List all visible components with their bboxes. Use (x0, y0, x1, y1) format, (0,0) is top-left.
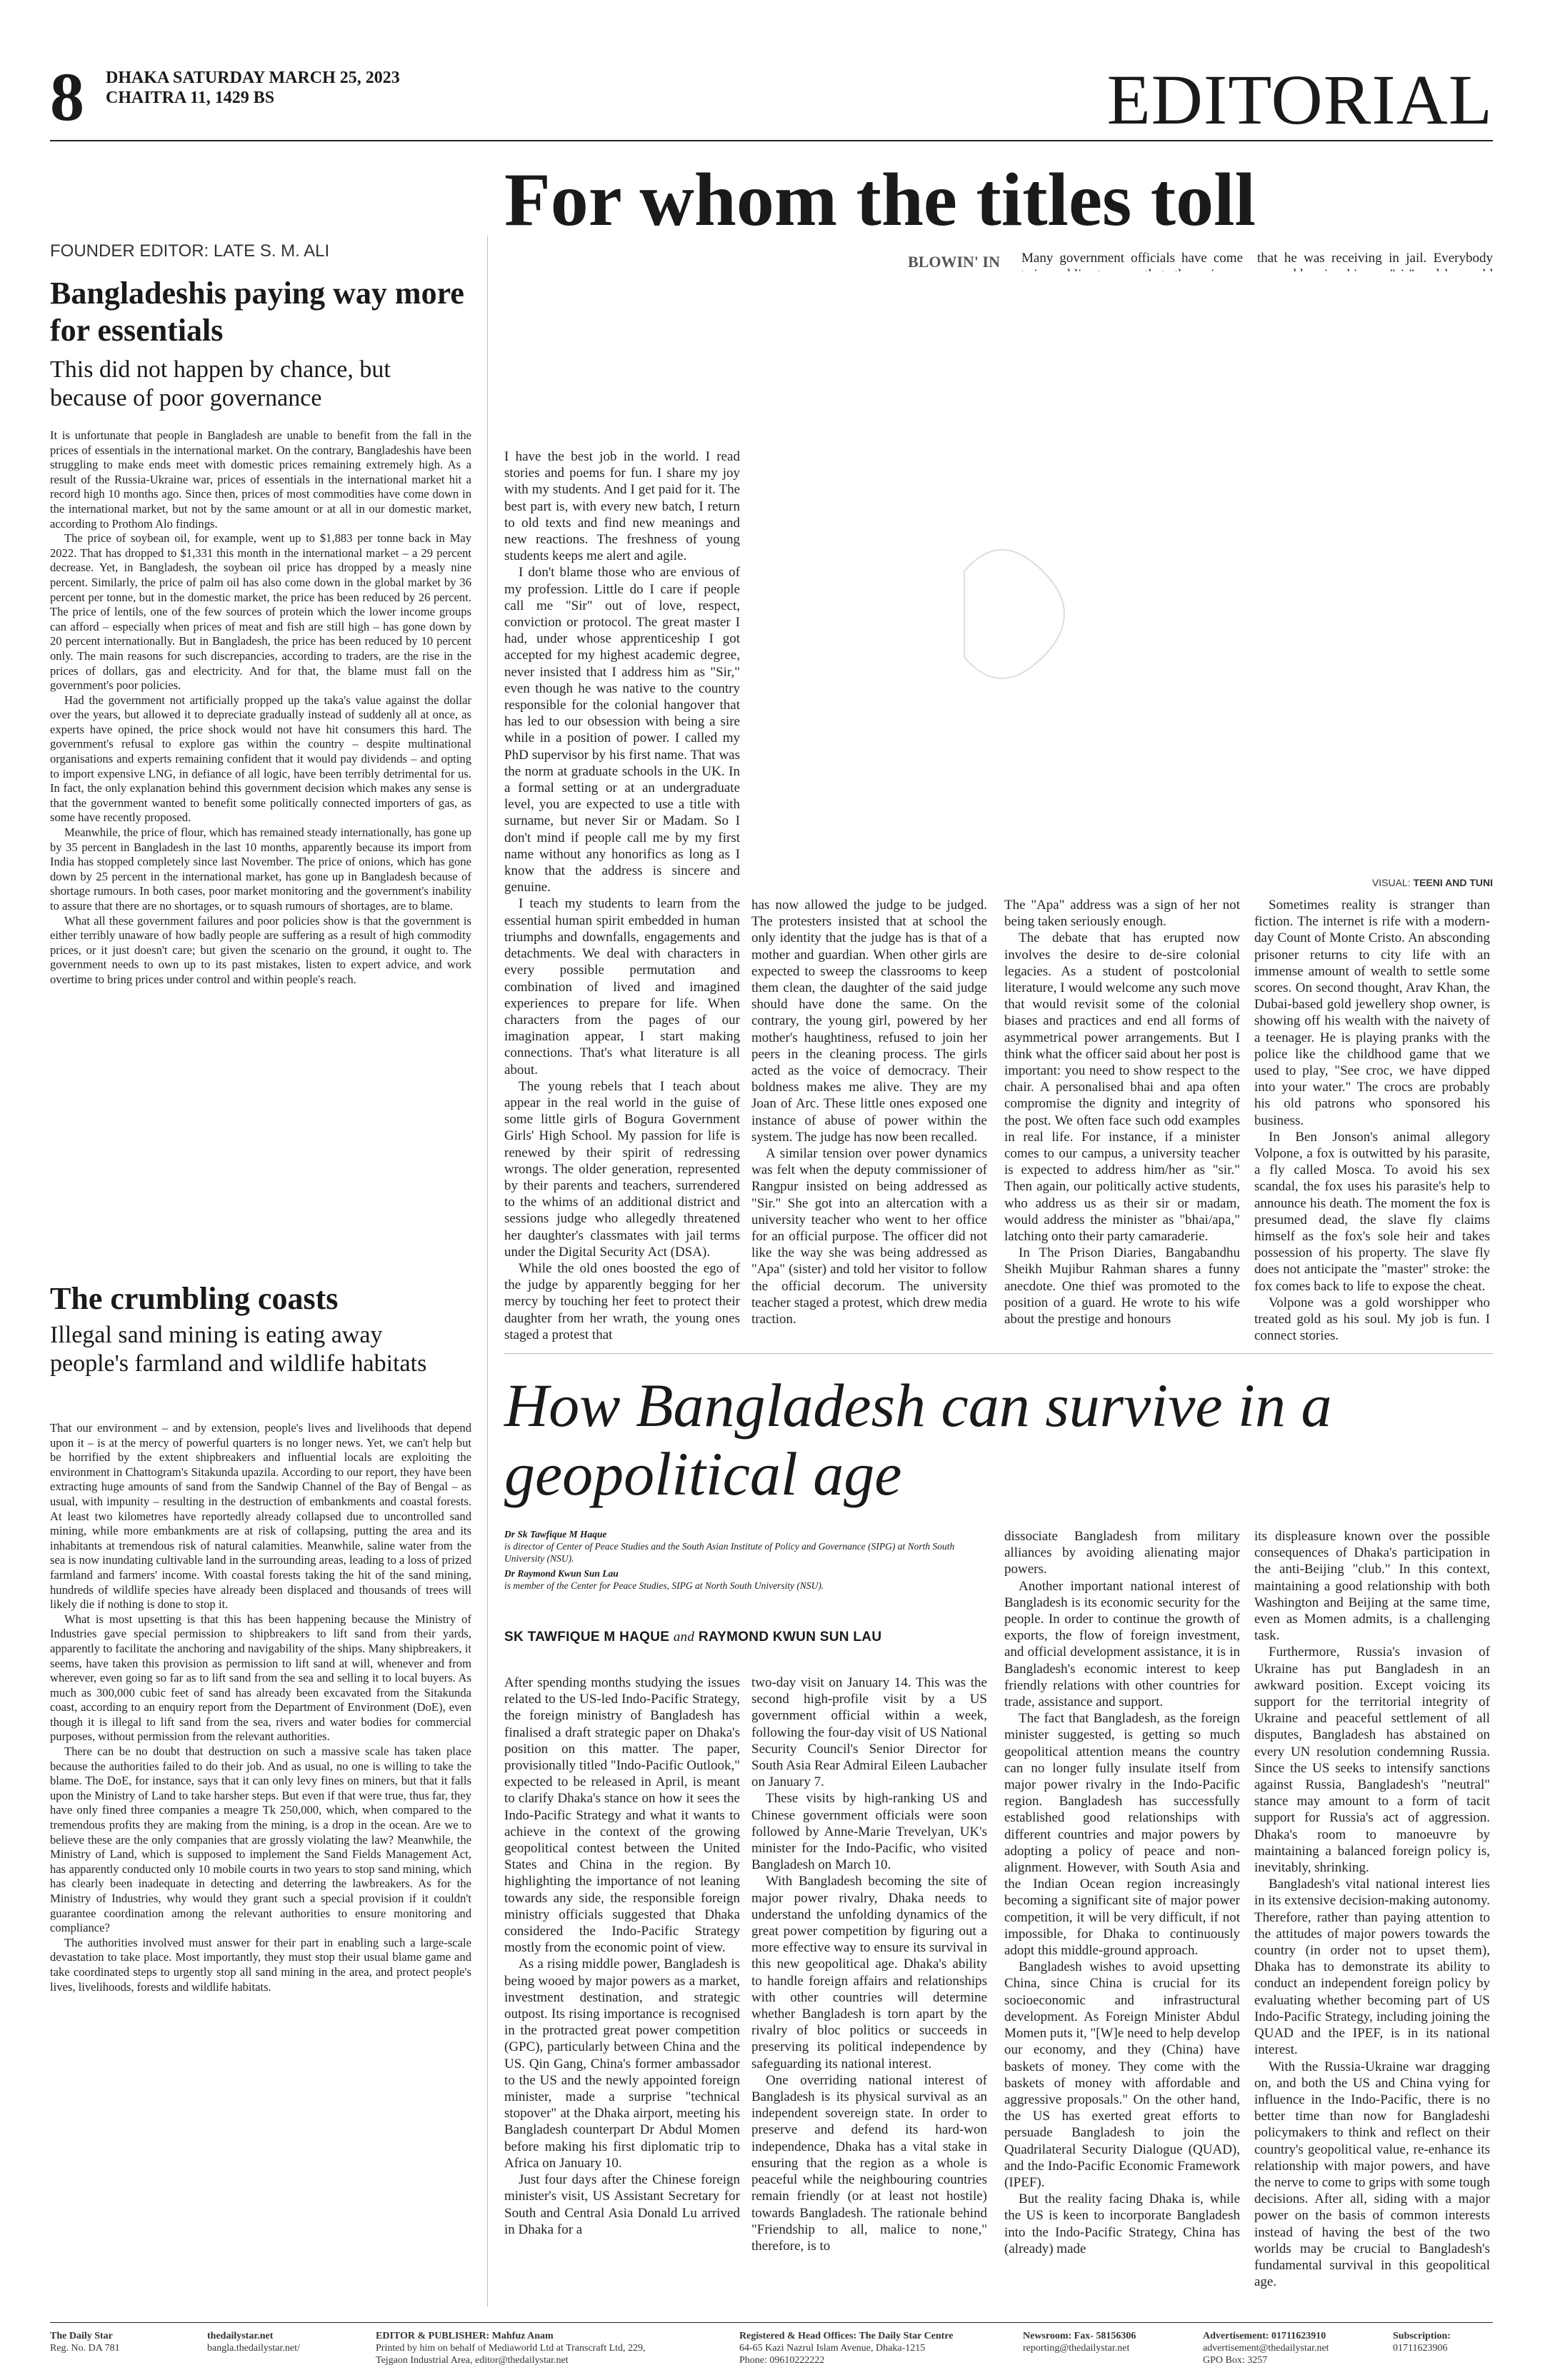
footer-col (50, 2330, 120, 2354)
editorial-body (50, 1421, 471, 1994)
footer-line: Subscription: (1393, 2331, 1451, 2341)
founder-line: FOUNDER EDITOR: LATE S. M. ALI (50, 241, 330, 261)
paragraph: has now allowed the judge to be judged. The protesters insisted that at school the only identity that the judge has is that of a mother and guardian. When other girls are expected to sweep the classrooms to keep them clean, the daughter of the said judge should have done the same. On the contrary, the young girl, powered by her mother's haughtiness, refused to join her peers in the cleaning process. The girls acted as the voice of democracy. Their boldness makes me alive. They are my Joan of Arc. These little ones exposed one instance of abuse of power within the system. The judge has now been recalled. (751, 898, 987, 1145)
editorial-title: Bangladeshis paying way more for essentials (50, 276, 464, 348)
footer-col (739, 2330, 954, 2366)
headline: How Bangladesh can survive in a geopolitical age (504, 1371, 1332, 1508)
date-line: DHAKA SATURDAY MARCH 25, 2023 (106, 69, 400, 87)
byline (504, 1630, 1004, 1645)
footer-line: advertisement@thedailystar.net (1203, 2343, 1329, 2354)
footer-col (1023, 2330, 1136, 2354)
footer-line: GPO Box: 3257 (1203, 2355, 1268, 2366)
paragraph: That our environment – and by extension, people's lives and livelihoods that depend upon it – is at the mercy of powerful quarters is no longer news. Yet, we can't help but be horrified by the extent shipbreakers and influential locals are exploiting the environment in Chattogram's Sitakunda upazila. According to our report, they have been extracting huge amounts of sand from the Sandwip Channel of the Bay of Bengal – as usual, with impunity – resulting in the destruction of embankments and coastal forests. At least two kilometres have reportedly already collapsed due to uncontrolled sand mining, while more embankments are at risk of collapsing, putting the area and its inhabitants at tremendous risk of natural calamities. Meanwhile, saline water from the sea is now inundating cultivable land in the surrounding areas, leading to a loss of prized farmland and farmers' income. With coastal forests taking the hit of the sand mining, hundreds of wildlife species have already been displaced and thousands of trees will likely die if nothing is done to stop it. (50, 1421, 471, 1612)
paragraph: Sometimes reality is stranger than fiction. The internet is rife with a modern-day Count of Monte Cristo. An absconding prisoner returns to city life with an immense amount of wealth to settle some scores. On second thought, Arav Khan, the Dubai-based gold jewellery shop owner, is showing off his wealth with the naivety of a teenager. He is playing pranks with the police like the childhood game that we used to play, "See croc, we have dipped into your water." The crocs are probably his old patrons who sponsored his business. (1254, 898, 1490, 1128)
paragraph: The "Apa" address was a sign of her not being taken seriously enough. (1004, 898, 1240, 930)
byline-author: SK TAWFIQUE M HAQUE (504, 1630, 670, 1645)
paragraph: The authorities involved must answer for their part in enabling such a large-scale devastation to take place. Most importantly, they must stop their usual blame game and take coordinated steps to urgently stop all sand mining in the area, and protect people's lives, livelihoods, forests and wildlife habitats. (50, 1935, 471, 1994)
paragraph: The debate that has erupted now involves the desire to de-sire colonial legacies. As a student of postcolonial literature, I would welcome any such move that would revisit some of the colonial biases and practices and end all forms of asymmetrical power arrangements. But I think what the officer said about her post is important: you need to show respect to the chair. A personalised bhai and apa often compromise the dignity and integrity of the post. We often face such odd examples in real life. For instance, if a minister comes to our campus, a university teacher is expected to address him/her as "sir." Then again, our politically active students, who address us as their sir or madam, would address the minister as "bhai/apa," latching onto their party camaraderie. (1004, 930, 1240, 1245)
footer-rule (50, 2322, 1493, 2323)
author-bio (504, 1528, 983, 1592)
paragraph: As a rising middle power, Bangladesh is being wooed by major powers as a market, investment destination, and strategic outpost. Its rising importance is recognised in the protracted great power competition (GPC), particularly between China and the US. Qin Gang, China's former ambassador to the US and the newly appointed foreign minister, made a surprise "technical stopover" at the Dhaka airport, meeting his Bangladesh counterpart Dr Abdul Momen before making his first diplomatic trip to Africa on January 10. (504, 1957, 740, 2171)
byline-and: and (673, 1630, 695, 1645)
article-column (1254, 1528, 1490, 2290)
visual-credit (1171, 877, 1493, 888)
footer-line: Registered & Head Offices: The Daily Star Centre (739, 2331, 954, 2341)
paragraph: Volpone was a gold worshipper who treated gold as his soul. My job is fun. I connect stories. (1254, 1295, 1490, 1344)
editorial-title: The crumbling coasts (50, 1281, 339, 1316)
footer-line: EDITOR & PUBLISHER: Mahfuz Anam (376, 2331, 554, 2341)
paragraph: What all these government failures and poor policies show is that the government is either terribly unaware of how badly people are suffering as a result of high commodity prices, or it just doesn't care; but given the scenario on the ground, it ought to. The government needs to own up to its past mistakes, listen to expert advice, and work overtime to bring prices under control and within people's reach. (50, 913, 471, 986)
footer-line: Advertisement: 01711623910 (1203, 2331, 1326, 2341)
footer-line: The Daily Star (50, 2331, 113, 2341)
paragraph: A similar tension over power dynamics was felt when the deputy commissioner of Rangpur insisted on being addressed as "Sir." She got into an altercation with a university teacher who went to her office for an official purpose. The officer did not like the way she was being addressed as "Apa" (sister) and told her visitor to follow the official decorum. The university teacher staged a protest, which drew media traction. (751, 1146, 987, 1327)
paragraph: In Ben Jonson's animal allegory Volpone, a fox is outwitted by his parasite, a fly called Mosca. To avoid his sex scandal, the fox uses his parasite's help to announce his death. The moment the fox is presumed dead, the slave fly claims himself as the fox's sole heir and takes possession of his property. The slave fly does not anticipate the "master" stroke: the fox comes back to life to expose the cheat. (1254, 1129, 1490, 1294)
paragraph: What is most upsetting is that this has been happening because the Ministry of Industries gave special permission to shipbreakers to lift sand from their yards, apparently to facilitate the anchoring and navigability of the ships. Many shipbreakers, it seems, have taken this provision as permission to lift sand at will, whenever and from wherever, even going so far as to lift sand from the sea and selling it to local buyers. As much as 300,000 cubic feet of sand has already been excavated from the Sitakunda coast, according to an enquiry report from the Department of Environment (DoE), even though it is illegal to lift sand from the sea, rivers and water bodies for commercial purposes, without permission from the relevant authorities. (50, 1612, 471, 1744)
article-column (1004, 897, 1240, 1327)
paragraph: its displeasure known over the possible consequences of Dhaka's participation in the anti-Beijing "club." In this context, maintaining a good relationship with both Washington and Beijing at the same time, even as Momen admits, is a challenging task. (1254, 1529, 1490, 1644)
paragraph: There can be no doubt that destruction on such a massive scale has taken place because the authorities failed to do their job. And as usual, no one is willing to take the blame. The DoE, for instance, says that it can only levy fines on miners, but that it falls upon the Ministry of Land to take harsher steps. But even if that were true, thus far, they have only fined three companies a meagre Tk 250,000, which, when compared to the tremendous profits they are making from the mining, is a drop in the ocean. Are we to believe these are the only companies that are grossly violating the law? Meanwhile, the Ministry of Land, which is supposed to implement the Sand Fields Management Act, has apparently conducted only 10 mobile courts in two years to stop sand mining, which has clearly been inadequate in detecting and deterring the lawbreakers. As for the Ministry of Industries, why would they grant such a special provision if it couldn't guarantee coordination among the relevant authorities to ensure monitoring and compliance? (50, 1744, 471, 1935)
byline-author: RAYMOND KWUN SUN LAU (698, 1630, 882, 1645)
page-number: 8 (50, 59, 84, 135)
editorial-body (50, 428, 471, 988)
paragraph: Meanwhile, the price of flour, which has remained steady internationally, has gone up by 35 percent in Bangladesh in the last 10 months, apparently because its import from India has stopped completely since last November. The price of onions, which has gone down by 25 percent in the international market, has gone up in Bangladesh because of shortage rumours. In both cases, poor market monitoring and the government's inability to assure that there are no shortages, or to squash rumours of shortages, are to blame. (50, 825, 471, 913)
footer-col (207, 2330, 300, 2354)
footer-line: bangla.thedailystar.net/ (207, 2343, 300, 2354)
section-title: EDITORIAL (1106, 60, 1493, 139)
editorial-subtitle: This did not happen by chance, but because of poor governance (50, 356, 391, 411)
paragraph: One overriding national interest of Bangladesh is its physical survival as an independent sovereign state. In order to preserve and defend its hard-won independence, Dhaka has a vital stake in ensuring that the region as a whole is peaceful while the neighbouring countries remain friendly (or at least not hostile) towards Bangladesh. The rationale behind "Friendship to all, malice to none," therefore, is to (751, 2072, 987, 2254)
paragraph: dissociate Bangladesh from military alliances by avoiding alienating major powers. (1004, 1529, 1240, 1577)
paragraph: I have the best job in the world. I read stories and poems for fun. I share my joy with my students. And I get paid for it. The best part is, with every new batch, I return to old texts and find new meanings and new reactions. The freshness of young students keeps me alert and agile. (504, 449, 740, 564)
paragraph: I don't blame those who are envious of my profession. Little do I care if people call me "Sir" out of love, respect, conviction or protocol. The great master I had, under whose apprenticeship I got accepted for my highest academic degree, never insisted that I address him as "Sir," even though he was native to the country responsible for the colonial hangover that has led to our obsession with being a sire while in a position of power. I called my PhD supervisor by his first name. That was the norm at graduate schools in the UK. In a formal setting or at an undergraduate level, you are expected to use a title with surname, but never Sir or Madam. So I don't mind if people call me by my first name without any honorifics as long as I know that the address is sincere and genuine. (504, 565, 740, 895)
footer-col (1203, 2330, 1329, 2366)
paragraph: two-day visit on January 14. This was the second high-profile visit by a US government official within a week, following the four-day visit of US National Security Council's Senior Director for South Asia Rear Admiral Eileen Laubacher on January 7. (751, 1675, 987, 1790)
paragraph: Another important national interest of Bangladesh is its economic security for the people. In order to continue the growth of exports, the flow of foreign investment, and official development assistance, it is in Bangladesh's economic interest to keep friendly relations with other countries for trade, assistance and support. (1004, 1578, 1240, 1710)
section-rule (504, 1353, 1493, 1354)
article-column (751, 1674, 987, 2254)
paragraph: Just four days after the Chinese foreign minister's visit, US Assistant Secretary for South and Central Asia Donald Lu arrived in Dhaka for a (504, 2172, 740, 2237)
paragraph: With Bangladesh becoming the site of major power rivalry, Dhaka needs to understand the unfolding dynamics of the great power competition by figuring out a more effective way to ensure its survival in this new geopolitical age. Dhaka's ability to handle foreign affairs and relationships with other countries will determine whether Bangladesh is torn apart by the rivalry of bloc politics or succeeds in preserving its political independence by safeguarding its national interest. (751, 1874, 987, 2072)
visual-credit-name: TEENI AND TUNI (1413, 877, 1493, 888)
visual-credit-label: VISUAL: (1371, 877, 1411, 888)
bio-text: is member of the Center for Peace Studies, SIPG at North South University (NSU). (504, 1580, 824, 1591)
editorial-subtitle: Illegal sand mining is eating away people's farmland and wildlife habitats (50, 1322, 427, 1377)
paragraph: that he was receiving in jail. Everybody (1257, 251, 1493, 266)
paragraph: Bangladesh's vital national interest lies in its extensive decision-making autonomy. Therefore, rather than paying attention to the attitudes of major powers towards the country (in order not to upset them), Dhaka has to demonstrate its ability to conduct an independent foreign policy by evaluating whether becoming part of US Indo-Pacific Strategy, including joining the QUAD and the IPEF, is in its national interest. (1254, 1877, 1490, 2058)
bangla-date: CHAITRA 11, 1429 BS (106, 89, 275, 107)
bio-text: is director of Center of Peace Studies and the South Asian Institute of Policy and Governance (SIPG) at North South University (NSU). (504, 1541, 955, 1564)
footer-line: Phone: 09610222222 (739, 2355, 825, 2366)
article-column (504, 448, 740, 1343)
footer-line: Tejgaon Industrial Area, editor@thedailystar.net (376, 2355, 569, 2366)
article-column (1004, 1528, 1240, 2257)
article-column (504, 1674, 740, 2238)
paragraph: In The Prison Diaries, Bangabandhu Sheikh Mujibur Rahman shares a funny anecdote. One thief was promoted to the position of a guard. He wrote to his wife about the prestige and honours (1004, 1245, 1240, 1327)
headline: For whom the titles toll (504, 158, 1256, 241)
footer-line: reporting@thedailystar.net (1023, 2343, 1130, 2354)
footer-col (1393, 2330, 1451, 2354)
paragraph: But the reality facing Dhaka is, while the US is keen to incorporate Bangladesh into the Indo-Pacific Strategy, China has (already) made (1004, 2191, 1240, 2256)
paragraph: With the Russia-Ukraine war dragging on, and both the US and China vying for influence in the Indo-Pacific, there is no better time than now for Bangladeshi policymakers to think and reflect on their country's geopolitical value, re-enhance its relationship with major powers, and have the nerve to come to grips with some tough decisions. After all, siding with a major power on the basis of common interests instead of having the best of the two worlds may be crucial to Bangladesh's fundamental survival in this geopolitical age. (1254, 2059, 1490, 2290)
paragraph: After spending months studying the issues related to the US-led Indo-Pacific Strategy, the foreign ministry of Bangladesh has finalised a draft strategic paper on Dhaka's position on this matter. The paper, provisionally titled "Indo-Pacific Outlook," expected to be released in April, is meant to clarify Dhaka's stance on how it sees the Indo-Pacific Strategy and what it wants to achieve in the context of the growing geopolitical contest between the United States and China in the region. By highlighting the importance of not leaning towards any side, the responsible foreign ministry officials suggested that Dhaka considered the Indo-Pacific Strategy mostly from the economic point of view. (504, 1675, 741, 1956)
paragraph: These visits by high-ranking US and Chinese government officials were soon followed by Anne-Marie Trevelyan, UK's minister for the Indo-Pacific, who visited Bangladesh on March 10. (751, 1791, 987, 1873)
paragraph: Furthermore, Russia's invasion of Ukraine has put Bangladesh in an awkward position. Except voicing its support for the territorial integrity of Ukraine and peaceful settlement of all disputes, Bangladesh has abstained on every UN resolution condemning Russia. Since the US seeks to intensify sanctions against Russia, Bangladesh's "neutral" stance may amount to a form of tacit support for Russia's act of aggression. Dhaka's room to manoeuvre by maintaining a balanced foreign policy is, inevitably, shrinking. (1254, 1645, 1490, 1876)
column-divider (487, 236, 488, 2306)
footer-col (376, 2330, 646, 2366)
footer-line: thedailystar.net (207, 2331, 274, 2341)
footer-line: Newsroom: Fax- 58156306 (1023, 2331, 1136, 2341)
paragraph: It is unfortunate that people in Bangladesh are unable to benefit from the fall in the prices of essentials in the international market. On the contrary, Bangladeshis have been struggling to make ends meet with domestic prices remaining extremely high. As a result of the Russia-Ukraine war, prices of essentials in the international market hit a record high 10 months ago. Since then, prices of most commodities have come down in the international market, but not by the same amount or at all in our domestic market, according to Prothom Alo findings. (50, 428, 471, 531)
footer-line: 01711623906 (1393, 2343, 1448, 2354)
footer-line: 64-65 Kazi Nazrul Islam Avenue, Dhaka-1215 (739, 2343, 926, 2354)
paragraph: Bangladesh wishes to avoid upsetting China, since China is crucial for its socioeconomic and infrastructural development. As Foreign Minister Abdul Momen puts it, "[W]e need to help develop our economy, and they (China) have baskets of money. They come with the baskets of money with affordable and aggressive proposals." On the other hand, the US has exerted great efforts to persuade Bangladesh to join the Quadrilateral Security Dialogue (QUAD), and the Indo-Pacific Economic Framework (IPEF). (1004, 1959, 1240, 2190)
paragraph: While the old ones boosted the ego of the judge by apparently begging for her mercy by touching her feet to protect their daughter from her wrath, the young ones staged a protest that (504, 1260, 740, 1342)
paragraph: The price of soybean oil, for example, went up to $1,883 per tonne back in May 2022. That has dropped to $1,331 this month in the international market – a 29 percent decrease. Yet, in Bangladesh, the soybean oil price has dropped by a measly nine percent. Similarly, the price of palm oil has also come down in the global market by 36 percent per tonne, but in the domestic market, the price has been reduced by 26 percent. The price of lentils, one of the few sources of protein which the lower income groups can afford – especially when prices of meat and fish are still high – has gone down by 20 percent internationally. But in Bangladesh, the price has been reduced by 10 percent only. The main reasons for such discrepancies, according to traders, are the rise in the prices of dollars, gas and electricity. And for that, the blame must fall on the government's poor policies. (50, 531, 471, 693)
article-column (1254, 897, 1490, 1344)
paragraph: The young rebels that I teach about appear in the real world in the guise of some little girls of Bogura Government Girls' High School. My passion for life is renewed by their spirit of redressing wrongs. The older generation, represented by their parents and teachers, surrendered to the whims of an additional district and sessions judge who allegedly threatened her daughter's classmates with jail terms under the Digital Security Act (DSA). (504, 1078, 740, 1260)
column-name: BLOWIN' IN (908, 253, 1000, 271)
footer-line: Reg. No. DA 781 (50, 2343, 120, 2354)
bio-name: Dr Sk Tawfique M Haque (504, 1529, 607, 1540)
paragraph: I teach my students to learn from the essential human spirit embedded in human triumphs and downfalls, engagements and detachments. We deal with characters in every possible permutation and combination of lived and imagined experiences to prepare for life. When characters from the pages of our imagination appear, I start making connections. That's what literature is all about. (504, 896, 740, 1078)
paragraph: Many government officials have come (1021, 251, 1243, 266)
article-column (751, 897, 987, 1327)
paragraph: Had the government not artificially propped up the taka's value against the dollar over the years, but allowed it to depreciate gradually instead of suddenly all at once, as experts have opined, the price shock would not have hit consumers this hard. The government's refusal to explore gas within the country – despite multinational organisations and experts remaining confident that it would pay dividends – and opting to import expensive LNG, in defiance of all logic, have been terribly detrimental for us. In fact, the only explanation behind this government decision which makes any sense is that the government wanted to benefit some politically connected importers of gas, as some have recently proposed. (50, 693, 471, 825)
footer-line: Printed by him on behalf of Mediaworld Ltd at Transcraft Ltd, 229, (376, 2343, 646, 2354)
paragraph: The fact that Bangladesh, as the foreign minister suggested, is getting so much geopolitical attention means the country can no longer fully insulate itself from major power rivalry in the Indo-Pacific region. Bangladesh has successfully established good relationships with different countries and major powers by adopting a policy of peace and non-alignment. However, with South Asia and the Indian Ocean region increasingly becoming a significant site of major power competition, it will be very difficult, if not impossible, for Dhaka to continuously adopt this middle-ground approach. (1004, 1711, 1240, 1959)
bio-name: Dr Raymond Kwun Sun Lau (504, 1568, 619, 1579)
masthead-rule (50, 140, 1493, 141)
